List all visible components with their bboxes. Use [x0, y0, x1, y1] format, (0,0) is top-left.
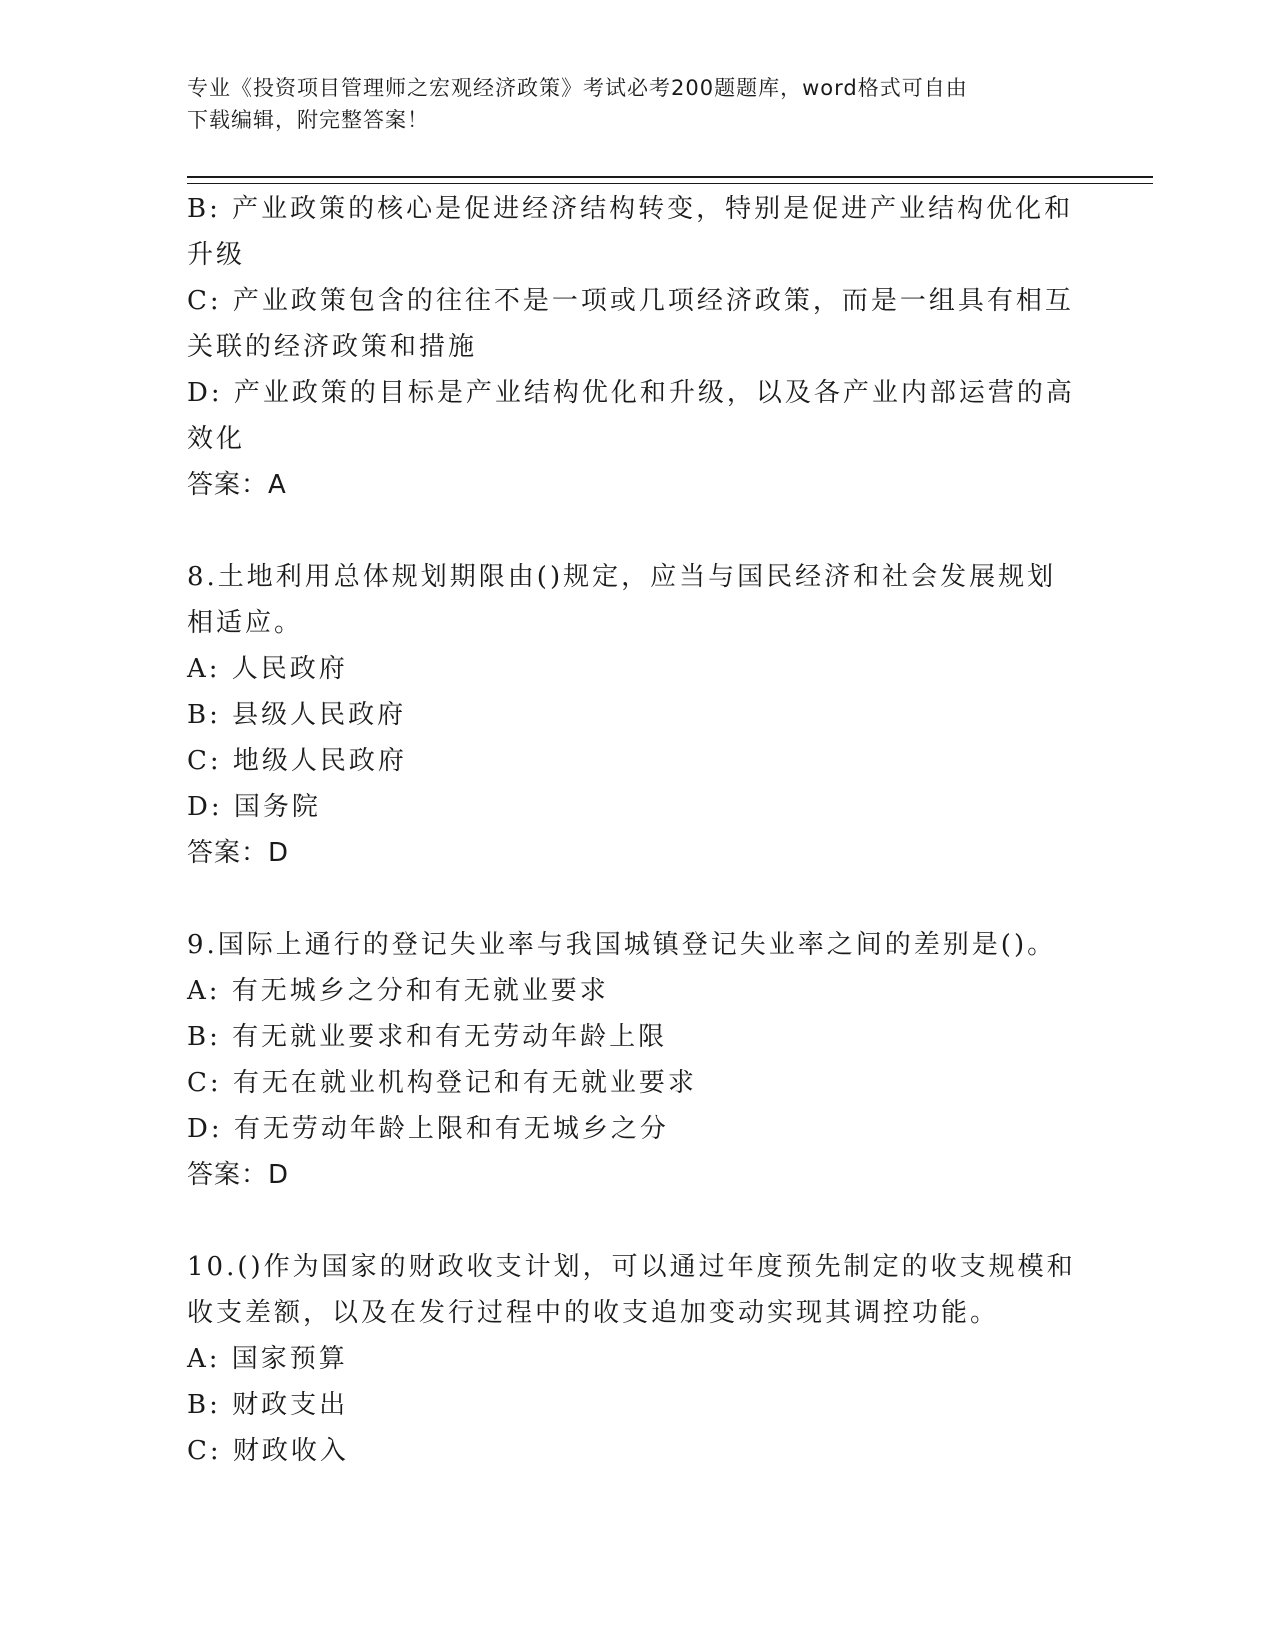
header-title-line-1: 专业《投资项目管理师之宏观经济政策》考试必考200题题库，word格式可自由 [187, 76, 968, 100]
header-title-line-2: 下载编辑，附完整答案！ [187, 108, 429, 132]
q8-answer: 答案：D [187, 838, 290, 868]
q9-stem-line-1: 9.国际上通行的登记失业率与我国城镇登记失业率之间的差别是()。 [187, 930, 1057, 960]
q7-option-b-line-1: B: 产业政策的核心是促进经济结构转变，特别是促进产业结构优化和 [187, 194, 1074, 224]
q7-option-c-line-2: 关联的经济政策和措施 [187, 332, 478, 362]
q9-option-a: A: 有无城乡之分和有无就业要求 [187, 976, 609, 1006]
q9-option-c: C: 有无在就业机构登记和有无就业要求 [187, 1068, 697, 1098]
q10-stem-line-2: 收支差额，以及在发行过程中的收支追加变动实现其调控功能。 [187, 1298, 1000, 1328]
q10-option-b: B: 财政支出 [187, 1390, 349, 1420]
q9-option-d: D: 有无劳动年龄上限和有无城乡之分 [187, 1114, 669, 1144]
q7-option-d-line-1: D: 产业政策的目标是产业结构优化和升级，以及各产业内部运营的高 [187, 378, 1075, 408]
q8-option-b: B: 县级人民政府 [187, 700, 407, 730]
spacer [187, 1198, 1087, 1244]
q7-option-b-line-2: 升级 [187, 240, 246, 270]
header-divider [187, 176, 1153, 184]
q8-option-c: C: 地级人民政府 [187, 746, 407, 776]
q10-stem-line-1: 10.()作为国家的财政收支计划，可以通过年度预先制定的收支规模和 [187, 1252, 1076, 1282]
q8-option-d: D: 国务院 [187, 792, 321, 822]
q7-option-c-line-1: C: 产业政策包含的往往不是一项或几项经济政策，而是一组具有相互 [187, 286, 1074, 316]
question-8 [187, 554, 1087, 876]
question-9 [187, 922, 1087, 1198]
q10-option-a: A: 国家预算 [187, 1344, 348, 1374]
question-list [187, 186, 1087, 1474]
spacer [187, 876, 1087, 922]
question-10 [187, 1244, 1087, 1474]
q8-stem-line-2: 相适应。 [187, 608, 304, 638]
q8-option-a: A: 人民政府 [187, 654, 348, 684]
q7-option-d-line-2: 效化 [187, 424, 246, 454]
document-header [187, 72, 1087, 136]
question-7-tail [187, 186, 1087, 508]
q9-option-b: B: 有无就业要求和有无劳动年龄上限 [187, 1022, 668, 1052]
q8-stem-line-1: 8.土地利用总体规划期限由()规定，应当与国民经济和社会发展规划 [187, 562, 1057, 592]
q7-answer: 答案：A [187, 470, 287, 500]
q9-answer: 答案：D [187, 1160, 290, 1190]
q10-option-c: C: 财政收入 [187, 1436, 349, 1466]
spacer [187, 508, 1087, 554]
